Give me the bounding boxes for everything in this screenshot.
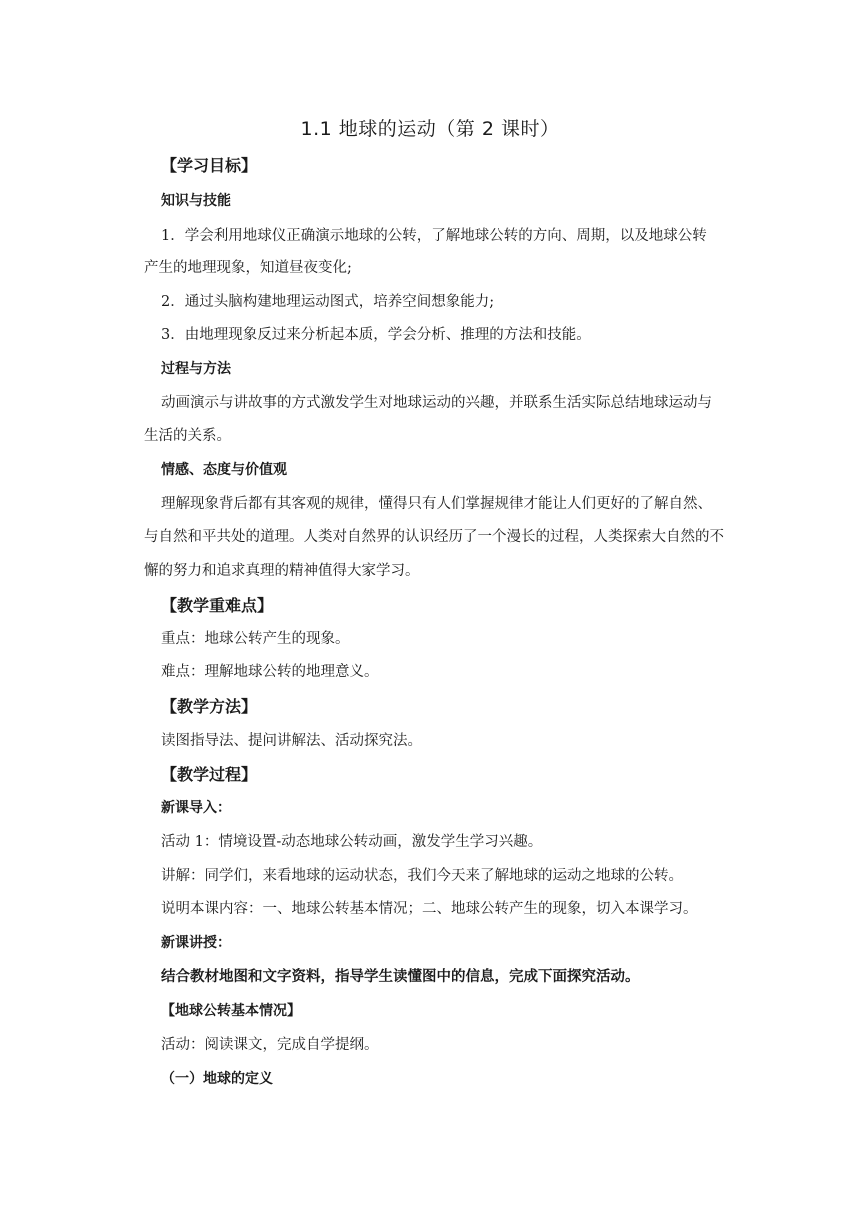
basic-situation-heading: 【地球公转基本情况】 xyxy=(161,1003,301,1019)
methods-heading: 【教学方法】 xyxy=(161,697,258,716)
intro-heading: 新课导入： xyxy=(161,800,231,816)
objectives-heading: 【学习目标】 xyxy=(161,156,258,175)
explain-text: 讲解：同学们，来看地球的运动状态，我们今天来了解地球的运动之地球的公转。 xyxy=(161,868,683,884)
key-point-difficulty: 难点：理解地球公转的地理意义。 xyxy=(161,664,379,680)
lecture-heading: 新课讲授： xyxy=(161,935,231,951)
emotion-values-heading: 情感、态度与价值观 xyxy=(161,462,287,478)
knowledge-item-1-line-1: 1．学会利用地球仪正确演示地球的公转，了解地球公转的方向、周期，以及地球公转 xyxy=(161,228,707,244)
procedure-heading: 【教学过程】 xyxy=(161,765,258,784)
knowledge-item-1-line-2: 产生的地理现象，知道昼夜变化; xyxy=(144,260,352,276)
emotion-values-line-3: 懈的努力和追求真理的精神值得大家学习。 xyxy=(144,563,420,579)
activity-1-text: 活动 1：情境设置-动态地球公转动画，激发学生学习兴趣。 xyxy=(161,834,543,850)
methods-text: 读图指导法、提问讲解法、活动探究法。 xyxy=(161,733,422,749)
guide-text: 结合教材地图和文字资料，指导学生读懂图中的信息，完成下面探究活动。 xyxy=(161,968,640,985)
process-method-line-2: 生活的关系。 xyxy=(144,428,231,444)
definition-heading: （一）地球的定义 xyxy=(161,1071,273,1087)
process-method-heading: 过程与方法 xyxy=(161,361,231,377)
process-method-line-1: 动画演示与讲故事的方式激发学生对地球运动的兴趣，并联系生活实际总结地球运动与 xyxy=(161,395,712,411)
knowledge-item-3: 3．由地理现象反过来分析起本质，学会分析、推理的方法和技能。 xyxy=(161,327,591,343)
emotion-values-line-1: 理解现象背后都有其客观的规律，懂得只有人们掌握规律才能让人们更好的了解自然、 xyxy=(161,496,712,512)
knowledge-skills-heading: 知识与技能 xyxy=(161,193,231,209)
emotion-values-line-2: 与自然和平共处的道理。人类对自然界的认识经历了一个漫长的过程，人类探索大自然的不 xyxy=(144,529,724,545)
key-points-heading: 【教学重难点】 xyxy=(161,596,274,615)
page-title: 1.1 地球的运动（第 2 课时） xyxy=(300,118,560,140)
activity-read-text: 活动：阅读课文，完成自学提纲。 xyxy=(161,1037,379,1053)
knowledge-item-2: 2．通过头脑构建地理运动图式，培养空间想象能力; xyxy=(161,294,495,310)
content-text: 说明本课内容：一、地球公转基本情况；二、地球公转产生的现象，切入本课学习。 xyxy=(161,901,698,917)
key-point-focus: 重点：地球公转产生的现象。 xyxy=(161,631,350,647)
